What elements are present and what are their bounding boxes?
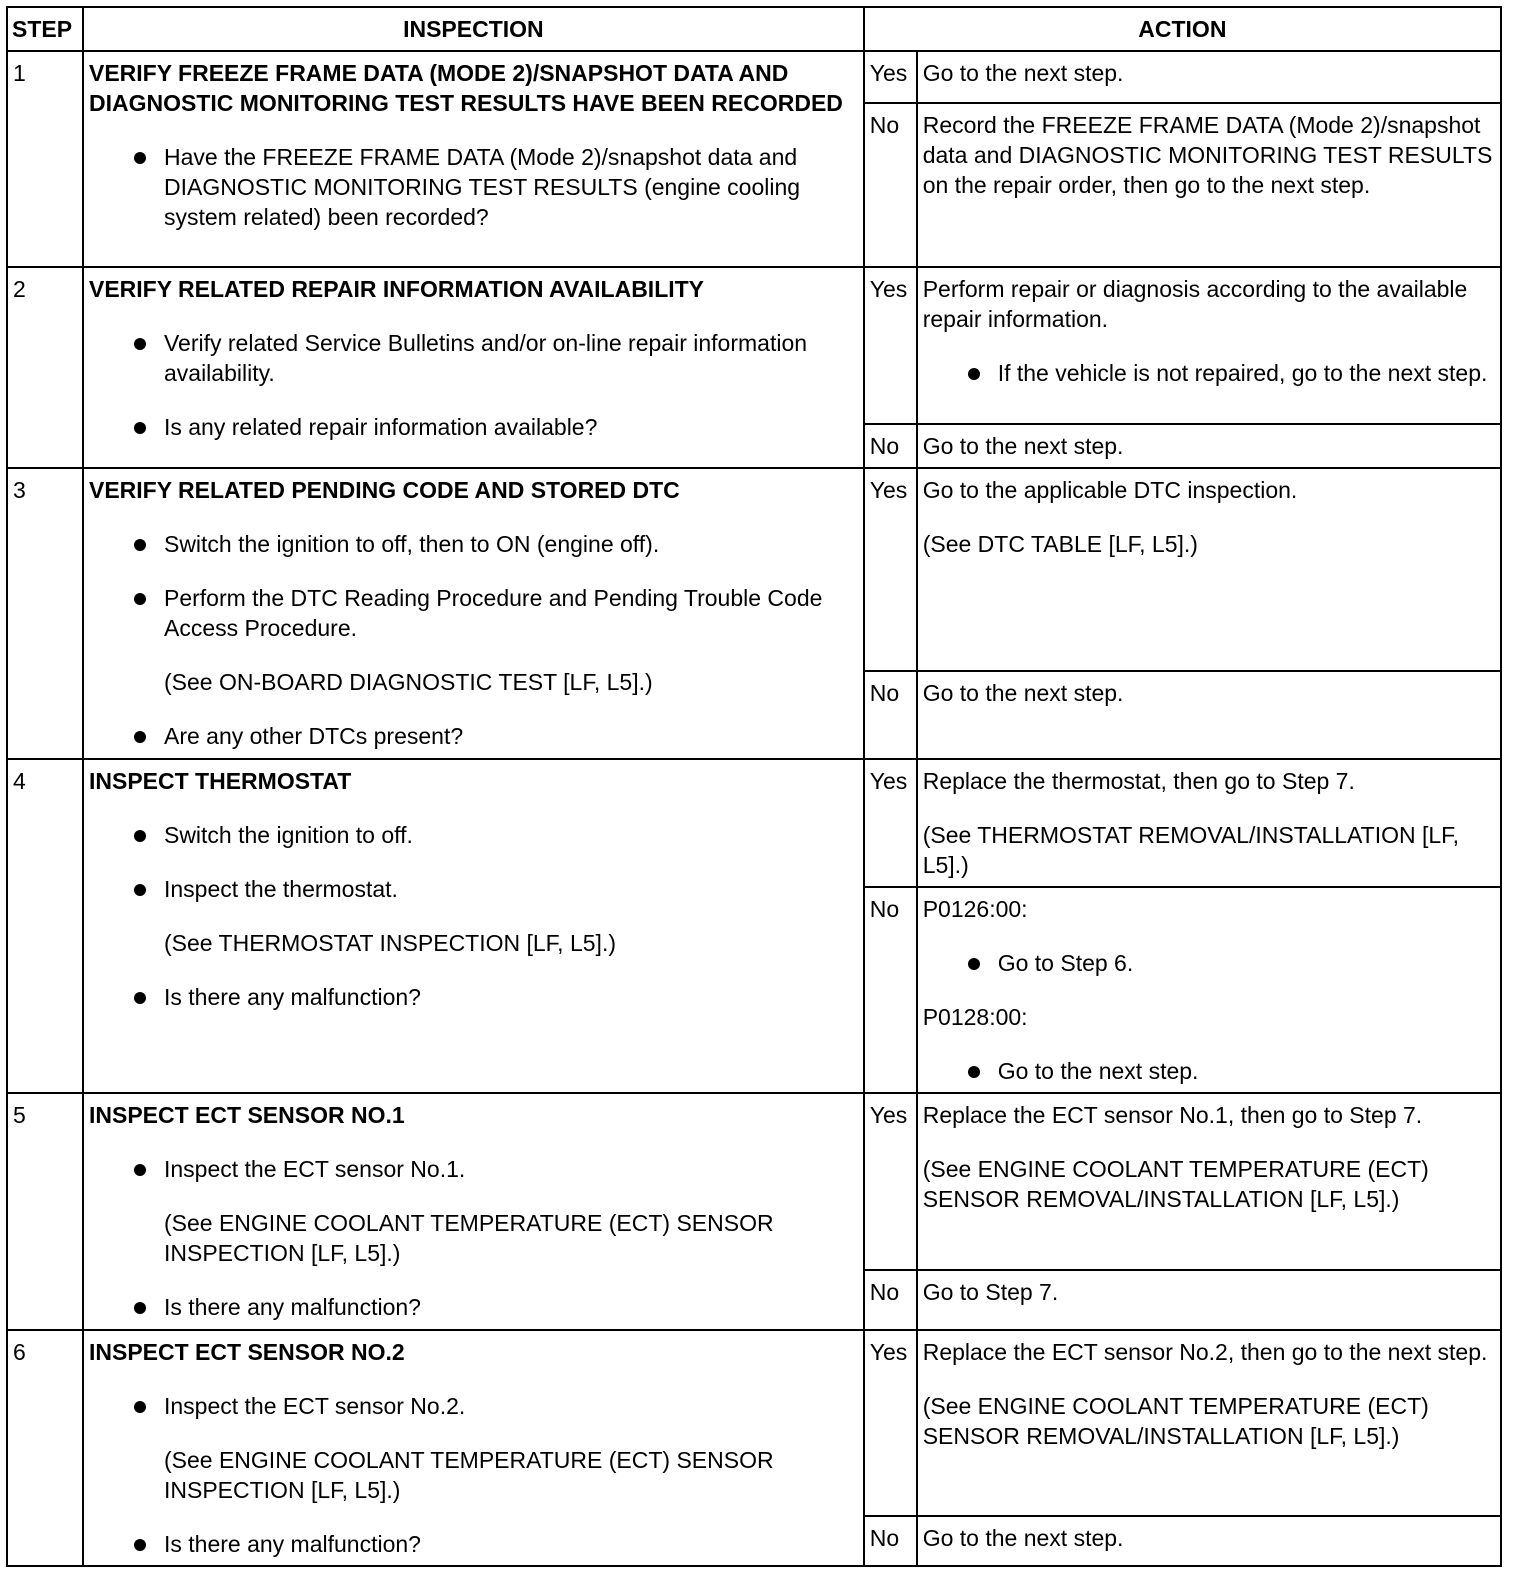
header-inspection: INSPECTION (83, 7, 864, 51)
header-step: STEP (7, 7, 83, 51)
yes-label: Yes (864, 1093, 917, 1270)
step-title: INSPECT ECT SENSOR NO.2 (88, 1339, 405, 1365)
no-label: No (864, 1270, 917, 1330)
reference-note: (See ENGINE COOLANT TEMPERATURE (ECT) SENSOR INSPECTION [LF, L5].) (163, 1210, 774, 1266)
no-label: No (864, 1516, 917, 1566)
inspection-bullet: Are any other DTCs present? (89, 721, 859, 751)
step-number: 3 (7, 468, 83, 759)
no-label: No (864, 887, 917, 1093)
step-title: VERIFY RELATED PENDING CODE AND STORED DTC (88, 477, 680, 503)
action-text: Replace the thermostat, then go to Step 7. (922, 768, 1355, 794)
step-number: 6 (7, 1330, 83, 1566)
reference-note: (See ENGINE COOLANT TEMPERATURE (ECT) SENSOR INSPECTION [LF, L5].) (163, 1447, 774, 1503)
action-bullet: Go to the next step. (923, 1056, 1496, 1086)
inspection-bullet: Have the FREEZE FRAME DATA (Mode 2)/snapshot data and DIAGNOSTIC MONITORING TEST RESULTS (engine cooling system related) been recorded? (89, 142, 859, 232)
header-action: ACTION (864, 7, 1501, 51)
no-action: Go to the next step. (917, 424, 1501, 468)
yes-action: Go to the next step. (917, 51, 1501, 103)
yes-action (917, 1093, 1501, 1270)
action-text: Replace the ECT sensor No.2, then go to the next step. (922, 1339, 1488, 1365)
dtc-code: P0126:00: (922, 896, 1028, 922)
step-number: 5 (7, 1093, 83, 1330)
no-action: Go to the next step. (917, 1516, 1501, 1566)
diagnostic-procedure-table (6, 6, 1502, 1567)
header-row (7, 7, 1501, 51)
inspection-bullet: Verify related Service Bulletins and/or on-line repair information availability. (89, 328, 859, 388)
no-label: No (864, 671, 917, 759)
no-label: No (864, 424, 917, 468)
yes-action (917, 468, 1501, 671)
yes-action (917, 759, 1501, 887)
inspection-bullet: Inspect the thermostat. (89, 874, 859, 904)
action-reference: (See ENGINE COOLANT TEMPERATURE (ECT) SENSOR REMOVAL/INSTALLATION [LF, L5].) (922, 1393, 1429, 1449)
inspection-bullet: Inspect the ECT sensor No.2. (89, 1391, 859, 1421)
no-action (917, 887, 1501, 1093)
step-5-yes-row (7, 1093, 1501, 1270)
no-action: Record the FREEZE FRAME DATA (Mode 2)/snapshot data and DIAGNOSTIC MONITORING TEST RESULTS on the repair order, then go to the next step. (917, 103, 1501, 267)
step-number: 1 (7, 51, 83, 267)
yes-action (917, 1330, 1501, 1516)
action-text: Replace the ECT sensor No.1, then go to Step 7. (922, 1102, 1423, 1128)
action-text: Go to the applicable DTC inspection. (922, 477, 1298, 503)
action-reference: (See THERMOSTAT REMOVAL/INSTALLATION [LF, L5].) (922, 822, 1460, 878)
step-4-inspection (83, 759, 864, 1093)
yes-label: Yes (864, 759, 917, 887)
inspection-bullet: Is there any malfunction? (89, 1529, 859, 1559)
step-3-inspection (83, 468, 864, 759)
action-reference: (See DTC TABLE [LF, L5].) (922, 531, 1198, 557)
inspection-bullet: Inspect the ECT sensor No.1. (89, 1154, 859, 1184)
step-2-inspection (83, 267, 864, 468)
inspection-bullet: Perform the DTC Reading Procedure and Pending Trouble Code Access Procedure. (89, 583, 859, 643)
step-3-yes-row (7, 468, 1501, 671)
yes-label: Yes (864, 267, 917, 424)
action-bullet: Go to Step 6. (923, 948, 1496, 978)
inspection-bullet: Is there any malfunction? (89, 982, 859, 1012)
step-5-inspection (83, 1093, 864, 1330)
step-title: INSPECT ECT SENSOR NO.1 (88, 1102, 405, 1128)
step-6-yes-row (7, 1330, 1501, 1516)
step-number: 4 (7, 759, 83, 1093)
action-reference: (See ENGINE COOLANT TEMPERATURE (ECT) SENSOR REMOVAL/INSTALLATION [LF, L5].) (922, 1156, 1429, 1212)
step-number: 2 (7, 267, 83, 468)
action-text: Perform repair or diagnosis according to the available repair information. (922, 276, 1468, 332)
step-title: VERIFY FREEZE FRAME DATA (MODE 2)/SNAPSHOT DATA AND DIAGNOSTIC MONITORING TEST RESULTS HAVE BEEN RECORDED (88, 60, 843, 116)
reference-note: (See ON-BOARD DIAGNOSTIC TEST [LF, L5].) (163, 669, 653, 695)
no-action: Go to Step 7. (917, 1270, 1501, 1330)
step-1-inspection (83, 51, 864, 267)
action-bullet: If the vehicle is not repaired, go to the next step. (923, 358, 1496, 388)
step-2-yes-row (7, 267, 1501, 424)
reference-note: (See THERMOSTAT INSPECTION [LF, L5].) (163, 930, 616, 956)
yes-label: Yes (864, 1330, 917, 1516)
step-title: VERIFY RELATED REPAIR INFORMATION AVAILABILITY (88, 276, 705, 302)
step-1-yes-row (7, 51, 1501, 103)
inspection-bullet: Is there any malfunction? (89, 1292, 859, 1322)
inspection-bullet: Switch the ignition to off, then to ON (engine off). (89, 529, 859, 559)
no-label: No (864, 103, 917, 267)
dtc-code: P0128:00: (922, 1004, 1028, 1030)
yes-label: Yes (864, 468, 917, 671)
inspection-bullet: Switch the ignition to off. (89, 820, 859, 850)
yes-action (917, 267, 1501, 424)
step-title: INSPECT THERMOSTAT (88, 768, 352, 794)
step-6-inspection (83, 1330, 864, 1566)
yes-label: Yes (864, 51, 917, 103)
inspection-bullet: Is any related repair information available? (89, 412, 859, 442)
step-4-yes-row (7, 759, 1501, 887)
no-action: Go to the next step. (917, 671, 1501, 759)
